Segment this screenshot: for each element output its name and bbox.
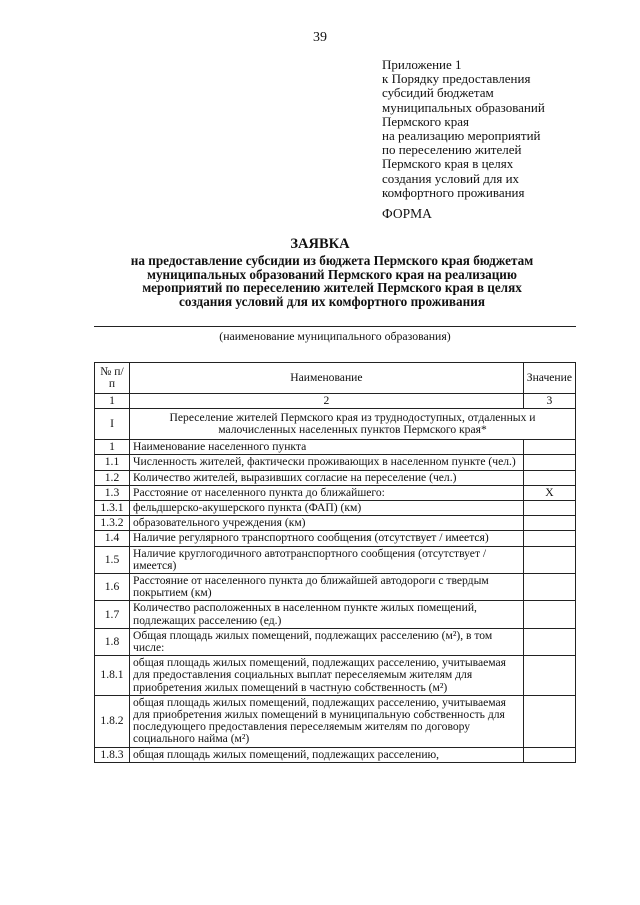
row-text: Наличие круглогодичного автотранспортного сообщения (отсутствует / имеется) [130, 546, 524, 573]
document-title: ЗАЯВКА [290, 236, 350, 252]
row-value[interactable] [523, 546, 575, 573]
row-value[interactable] [523, 501, 575, 516]
row-num: 1.2 [95, 470, 130, 485]
row-text: фельдшерско-акушерского пункта (ФАП) (км) [130, 501, 524, 516]
header-name: Наименование [130, 363, 524, 394]
appendix-line: Пермского края [382, 113, 469, 129]
row-num: 1.1 [95, 455, 130, 470]
appendix-line: создания условий для их [382, 170, 520, 186]
appendix-line: субсидий бюджетам [382, 85, 494, 101]
row-num: 1.6 [95, 574, 130, 601]
table-row [95, 455, 576, 470]
subtitle-line: муниципальных образований Пермского края на реализацию [146, 266, 517, 282]
section-num: I [95, 409, 130, 440]
row-value[interactable] [523, 440, 575, 455]
table-row [95, 501, 576, 516]
table-row [95, 485, 576, 500]
table-row [95, 516, 576, 531]
row-value[interactable] [523, 574, 575, 601]
row-num: 1.8.1 [95, 656, 130, 696]
row-value[interactable] [523, 516, 575, 531]
row-num: 1.4 [95, 531, 130, 546]
column-number-row [95, 394, 576, 409]
subtitle-line: на предоставление субсидии из бюджета Пермского края бюджетам [130, 253, 534, 268]
row-num: 1.5 [95, 546, 130, 573]
table-row [95, 695, 576, 747]
subtitle-line: мероприятий по переселению жителей Пермского края в целях [142, 280, 522, 296]
table-row [95, 440, 576, 455]
row-value[interactable] [523, 470, 575, 485]
row-num: 1.8 [95, 628, 130, 655]
row-text: Наличие регулярного транспортного сообщения (отсутствует / имеется) [130, 531, 524, 546]
row-num: 1.8.2 [95, 695, 130, 747]
table-row [95, 546, 576, 573]
row-value[interactable] [523, 531, 575, 546]
section-row [95, 409, 576, 440]
appendix-line: на реализацию мероприятий [382, 128, 541, 144]
row-value: Х [523, 485, 575, 500]
header-value: Значение [523, 363, 575, 394]
row-num: 1.3 [95, 485, 130, 500]
municipality-caption: (наименование муниципального образования) [219, 329, 451, 343]
appendix-line: к Порядку предоставления [382, 71, 531, 87]
document-subtitle [92, 254, 572, 308]
column-number: 3 [523, 394, 575, 409]
row-text: общая площадь жилых помещений, подлежащих расселению, [130, 747, 524, 762]
row-value[interactable] [523, 455, 575, 470]
table-row [95, 531, 576, 546]
column-number: 1 [95, 394, 130, 409]
table-row [95, 470, 576, 485]
header-num: № п/п [95, 363, 130, 394]
row-text: общая площадь жилых помещений, подлежащих расселению, учитываемая для приобретения жилых помещений в муниципальную собственность для последующего предоставления переселяемым жителям по договору социального найма (м²) [130, 695, 524, 747]
appendix-line: по переселению жителей [382, 142, 522, 158]
table-row [95, 601, 576, 628]
row-value[interactable] [523, 628, 575, 655]
appendix-line: муниципальных образований [382, 99, 545, 115]
row-text: Численность жителей, фактически проживающих в населенном пункте (чел.) [130, 455, 524, 470]
appendix-line: Пермского края в целях [382, 156, 514, 172]
table-row [95, 656, 576, 696]
row-text: Общая площадь жилых помещений, подлежащих расселению (м²), в том числе: [130, 628, 524, 655]
row-num: 1.8.3 [95, 747, 130, 762]
row-text: общая площадь жилых помещений, подлежащих расселению, учитываемая для предоставления социальных выплат переселяемым жителям для приобретения жилых помещений в частную собственность (м²) [130, 656, 524, 696]
row-text: Количество расположенных в населенном пункте жилых помещений, подлежащих расселению (ед.) [130, 601, 524, 628]
row-num: 1.3.2 [95, 516, 130, 531]
row-value[interactable] [523, 656, 575, 696]
row-value[interactable] [523, 601, 575, 628]
table-row [95, 628, 576, 655]
row-text: образовательного учреждения (км) [130, 516, 524, 531]
appendix-block [382, 58, 545, 200]
row-text: Расстояние от населенного пункта до ближайшего: [130, 485, 524, 500]
appendix-line: Приложение 1 [382, 57, 462, 72]
form-label: ФОРМА [382, 206, 432, 221]
row-num: 1.3.1 [95, 501, 130, 516]
subtitle-line: создания условий для их комфортного проживания [179, 293, 485, 309]
table-row [95, 574, 576, 601]
row-value[interactable] [523, 747, 575, 762]
row-value[interactable] [523, 695, 575, 747]
table-row [95, 747, 576, 762]
row-num: 1.7 [95, 601, 130, 628]
municipality-underline [94, 326, 576, 327]
row-text: Количество жителей, выразивших согласие на переселение (чел.) [130, 470, 524, 485]
section-text: Переселение жителей Пермского края из труднодоступных, отдаленных и малочисленных населенных пунктов Пермского края* [130, 409, 576, 440]
row-num: 1 [95, 440, 130, 455]
table-header-row [95, 363, 576, 394]
row-text: Наименование населенного пункта [130, 440, 524, 455]
column-number: 2 [130, 394, 524, 409]
row-text: Расстояние от населенного пункта до ближайшей автодороги с твердым покрытием (км) [130, 574, 524, 601]
appendix-line: комфортного проживания [382, 184, 525, 200]
page-number: 39 [313, 30, 327, 45]
application-table [94, 362, 576, 763]
